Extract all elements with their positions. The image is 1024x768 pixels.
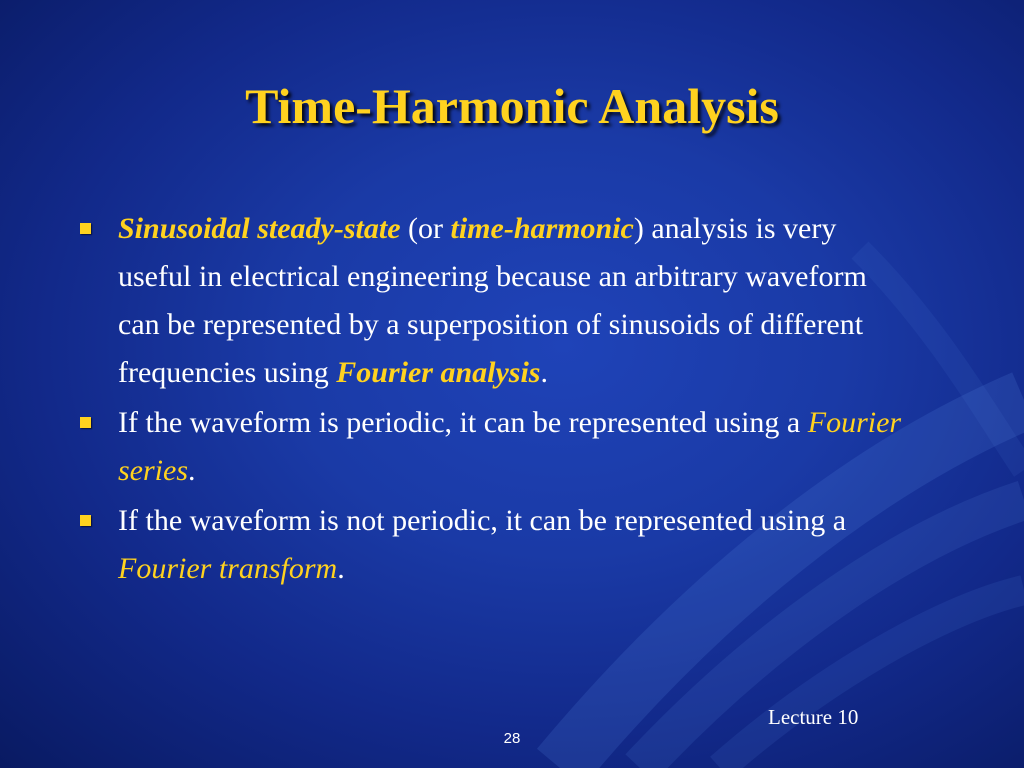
- bullet-text: If the waveform is periodic, it can be represented using a: [118, 406, 808, 439]
- bullet-text: (or: [400, 212, 451, 245]
- bullet-text: ) analysis is very useful in electrical engineering because an arbitrary waveform can be represented by a superposition of sinusoids of different frequencies using: [118, 212, 867, 389]
- bullet-item: [80, 205, 910, 397]
- highlight-term: time-harmonic: [450, 212, 634, 245]
- highlight-term: Sinusoidal steady-state: [118, 212, 401, 245]
- bullet-text: .: [540, 356, 548, 389]
- square-bullet-icon: [80, 223, 91, 234]
- page-number: 28: [503, 730, 521, 747]
- square-bullet-icon: [80, 417, 91, 428]
- bullet-text: .: [337, 552, 345, 585]
- slide-title: Time-Harmonic Analysis: [245, 78, 779, 134]
- bullet-text: If the waveform is not periodic, it can be represented using a: [118, 504, 847, 537]
- highlight-term: Fourier transform: [118, 552, 338, 585]
- square-bullet-icon: [80, 515, 91, 526]
- bullet-list: [80, 205, 910, 595]
- bullet-item: [80, 399, 910, 495]
- highlight-term: Fourier analysis: [336, 356, 541, 389]
- highlight-term: Fourier series: [118, 406, 902, 487]
- bullet-item: [80, 497, 910, 593]
- footer-label: Lecture 10: [768, 705, 859, 729]
- bullet-text: .: [188, 454, 196, 487]
